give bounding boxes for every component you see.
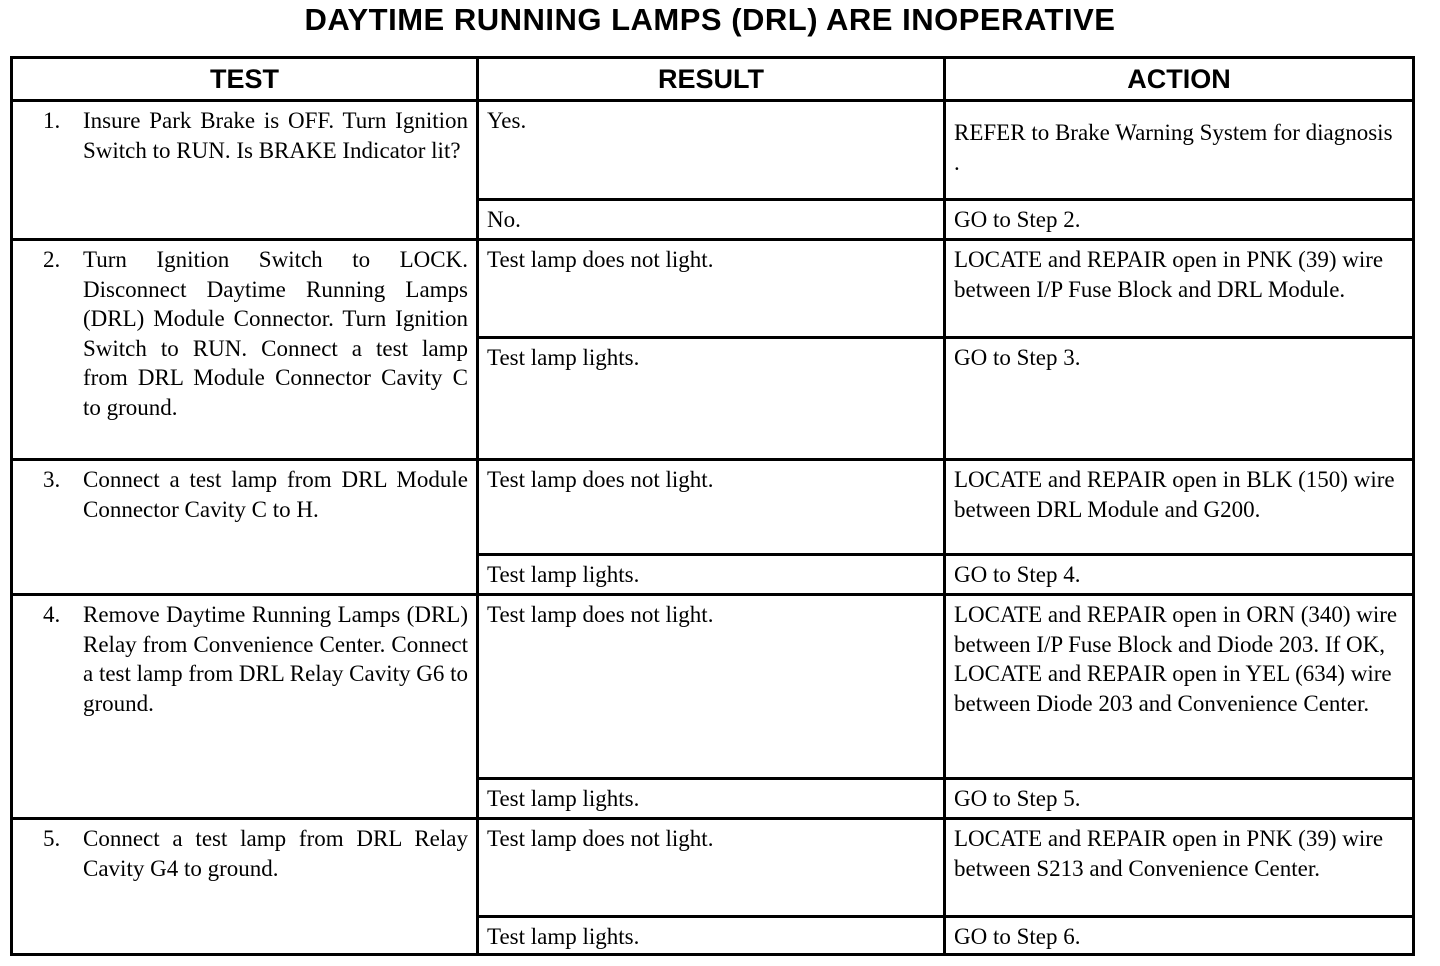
result-cell: Test lamp lights. <box>478 779 945 819</box>
page-title: DAYTIME RUNNING LAMPS (DRL) ARE INOPERATIVE <box>304 2 1116 37</box>
action-cell: GO to Step 2. <box>945 200 1414 240</box>
test-cell-step-2 <box>12 240 478 460</box>
header-test: TEST <box>12 58 478 101</box>
test-cell-step-5 <box>12 819 478 955</box>
action-cell: LOCATE and REPAIR open in ORN (340) wire between I/P Fuse Block and Diode 203. If OK, LOCATE and REPAIR open in YEL (634) wire between Diode 203 and Convenience Center. <box>945 595 1414 779</box>
action-cell: LOCATE and REPAIR open in BLK (150) wire between DRL Module and G200. <box>945 460 1414 555</box>
action-cell: GO to Step 4. <box>945 555 1414 595</box>
step-number: 2. <box>43 247 61 272</box>
table-row <box>12 240 1414 338</box>
result-cell: Test lamp does not light. <box>478 819 945 917</box>
test-text: Insure Park Brake is OFF. Turn Ignition Switch to RUN. Is BRAKE Indicator lit? <box>83 108 468 163</box>
test-text: Connect a test lamp from DRL Relay Cavity G4 to ground. <box>83 826 468 881</box>
action-cell: LOCATE and REPAIR open in PNK (39) wire between S213 and Convenience Center. <box>945 819 1414 917</box>
result-cell: No. <box>478 200 945 240</box>
action-cell <box>945 101 1414 200</box>
action-cell: GO to Step 6. <box>945 917 1414 955</box>
step-number: 3. <box>43 467 61 492</box>
action-cell: LOCATE and REPAIR open in PNK (39) wire between I/P Fuse Block and DRL Module. <box>945 240 1414 338</box>
result-cell: Yes. <box>478 101 945 200</box>
table-row <box>12 595 1414 779</box>
result-cell: Test lamp does not light. <box>478 240 945 338</box>
diagnostic-table <box>10 56 1415 956</box>
result-cell: Test lamp lights. <box>478 338 945 460</box>
step-number: 1. <box>43 108 61 133</box>
action-cell: GO to Step 5. <box>945 779 1414 819</box>
test-cell-step-4 <box>12 595 478 819</box>
step-number: 5. <box>43 826 61 851</box>
action-text: REFER to Brake Warning System for diagnosis . <box>954 120 1393 175</box>
result-cell: Test lamp does not light. <box>478 595 945 779</box>
result-cell: Test lamp lights. <box>478 555 945 595</box>
table-row <box>12 101 1414 200</box>
result-cell: Test lamp does not light. <box>478 460 945 555</box>
result-cell: Test lamp lights. <box>478 917 945 955</box>
test-text: Connect a test lamp from DRL Module Connector Cavity C to H. <box>83 467 468 522</box>
header-result: RESULT <box>478 58 945 101</box>
test-cell-step-1 <box>12 101 478 240</box>
header-row <box>12 58 1414 101</box>
table-row <box>12 460 1414 555</box>
header-action: ACTION <box>945 58 1414 101</box>
step-number: 4. <box>43 602 61 627</box>
test-text: Turn Ignition Switch to LOCK. Disconnect Daytime Running Lamps (DRL) Module Connector. Turn Ignition Switch to RUN. Connect a test lamp from DRL Module Connector Cavity C to ground. <box>83 247 468 420</box>
test-cell-step-3 <box>12 460 478 595</box>
test-text: Remove Daytime Running Lamps (DRL) Relay from Convenience Center. Connect a test lamp from DRL Relay Cavity G6 to ground. <box>83 602 468 716</box>
table-row <box>12 819 1414 917</box>
action-cell: GO to Step 3. <box>945 338 1414 460</box>
